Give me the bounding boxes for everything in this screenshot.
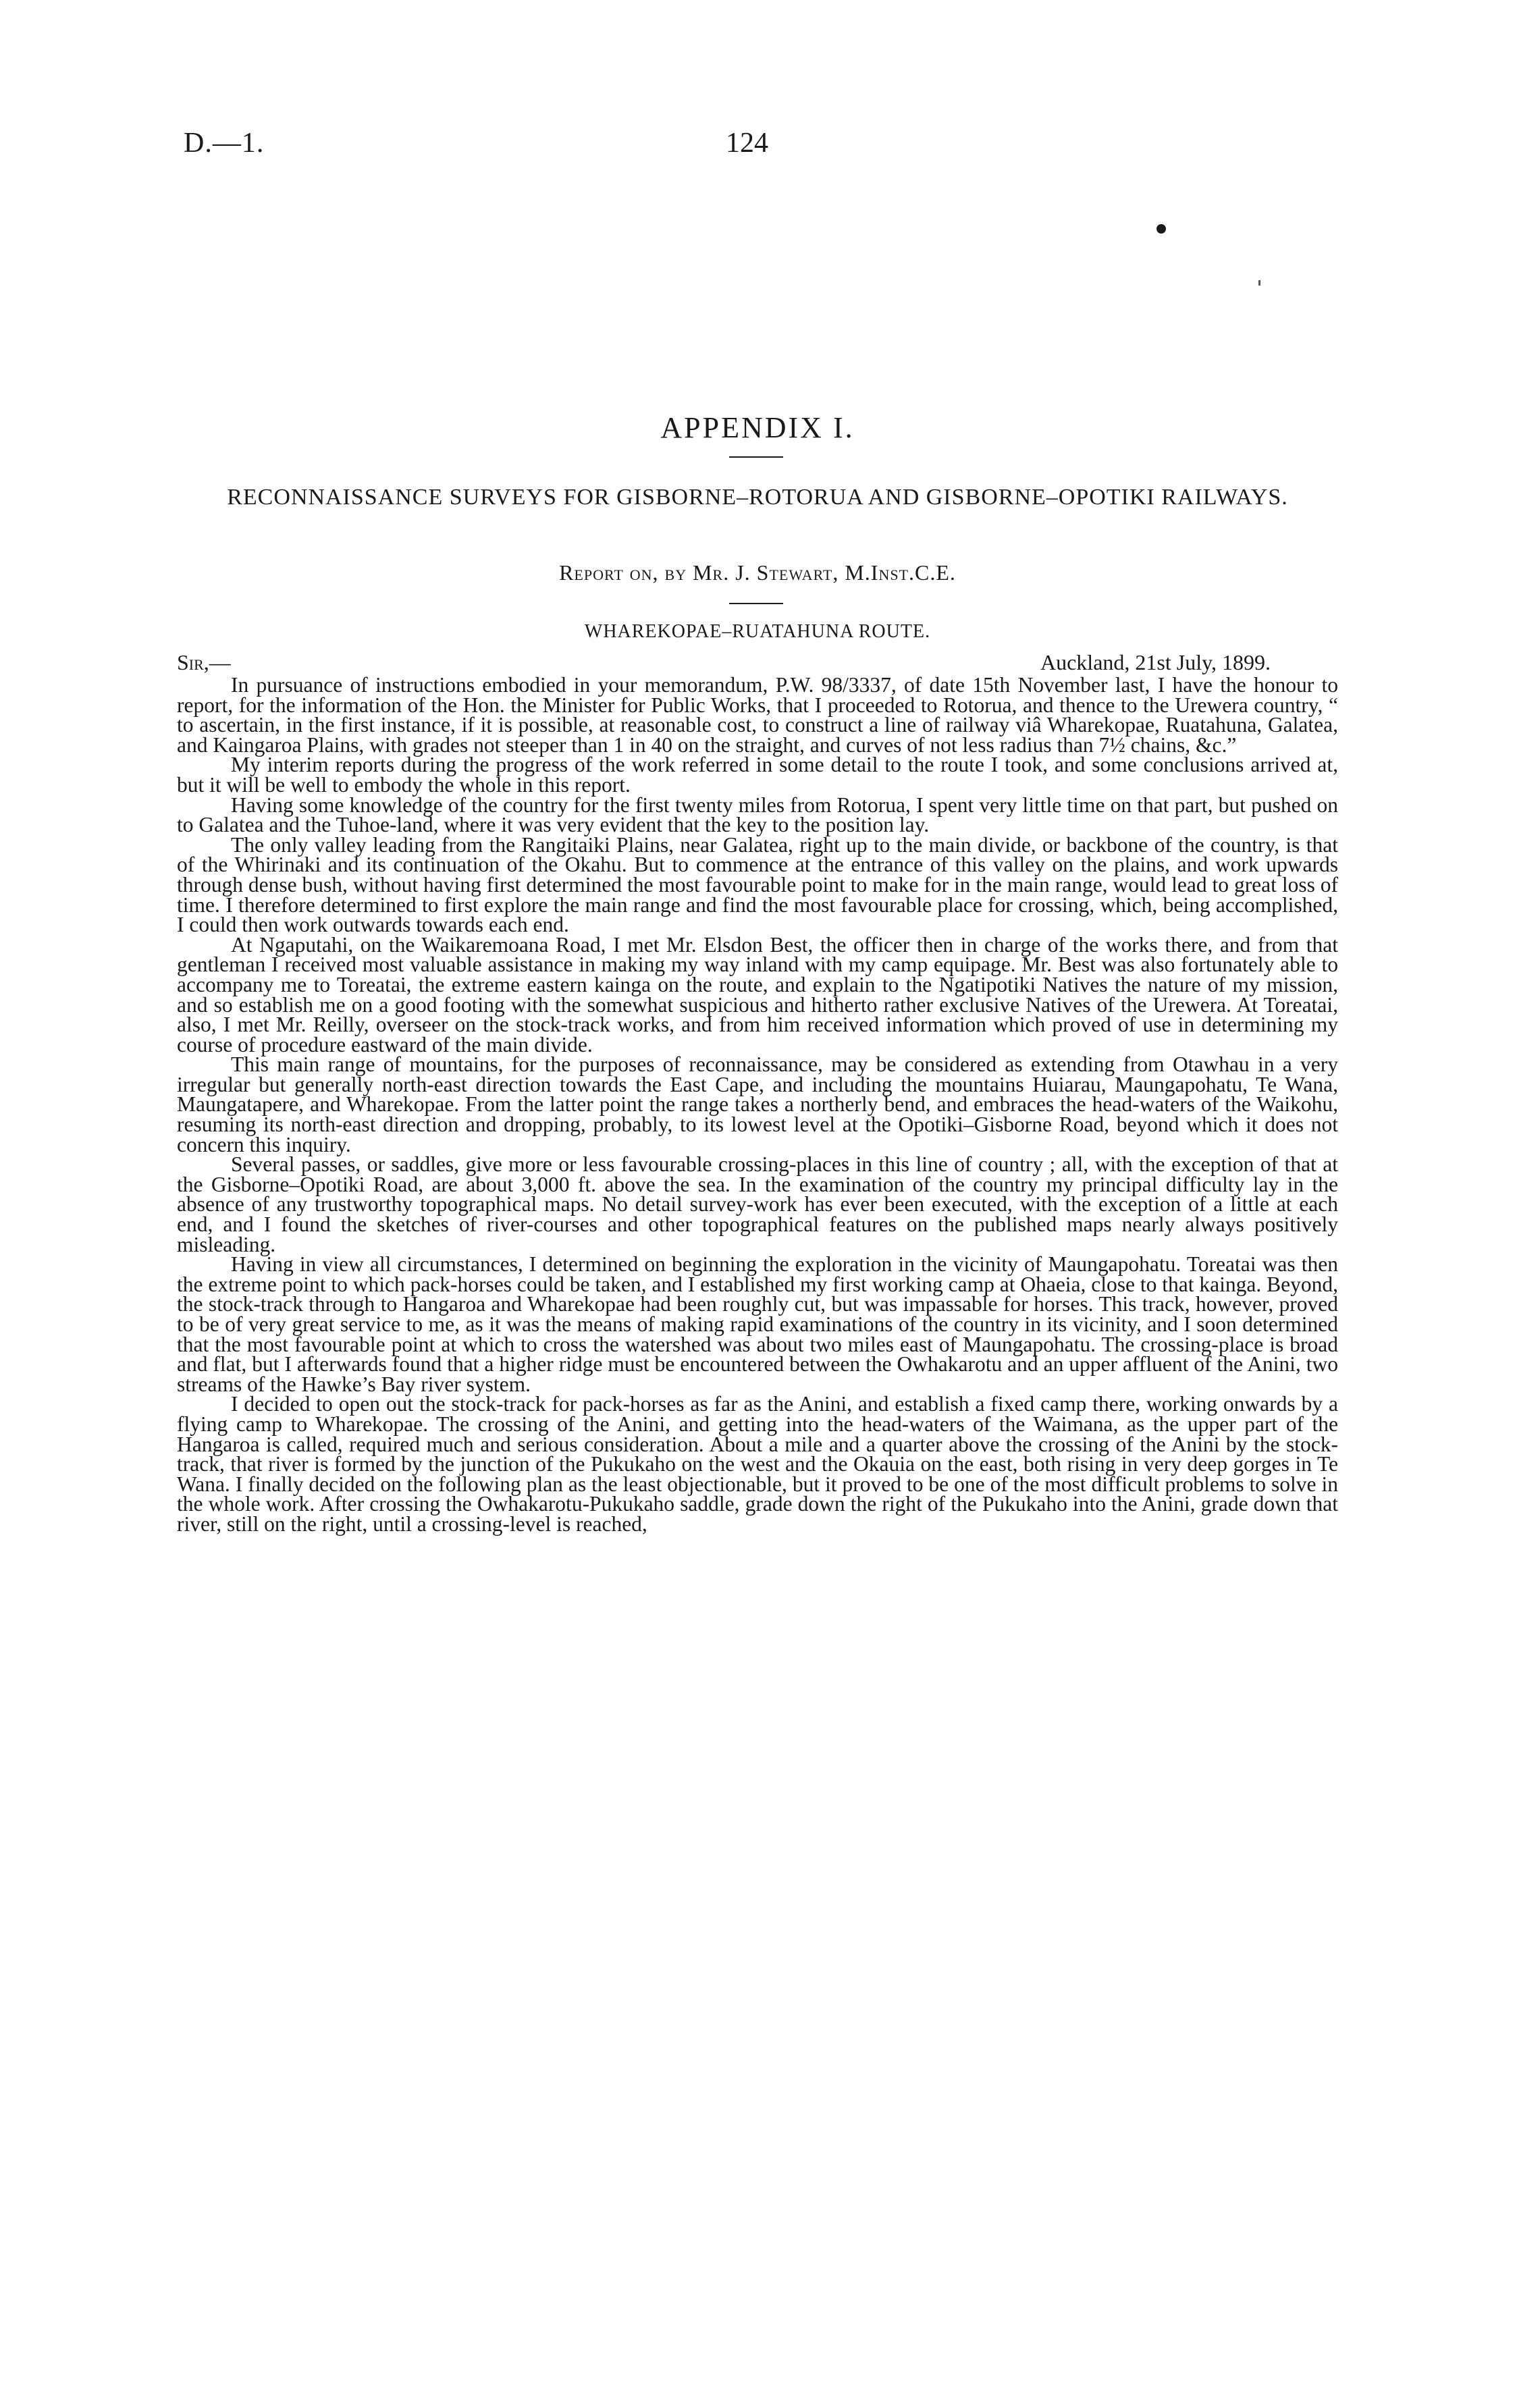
title-divider <box>729 456 783 458</box>
appendix-title: APPENDIX I. <box>660 411 855 444</box>
ink-mark <box>1258 280 1260 286</box>
report-title: RECONNAISSANCE SURVEYS FOR GISBORNE–ROTORUA AND GISBORNE–OPOTIKI RAILWAYS. <box>227 485 1288 510</box>
salutation: Sir,— <box>177 650 231 674</box>
letter-body <box>177 675 1338 1534</box>
document-reference: D.—1. <box>184 128 265 159</box>
paragraph: Having in view all circumstances, I determined on beginning the exploration in the vicinity of Maungapohatu. Toreatai was then the extreme point to which pack-horses could be taken, and I established my first working camp at Ohaeia, close to that kainga. Beyond, the stock-track through to Hangaroa and Wharekopae had been roughly cut, but was impassable for horses. This track, however, proved to be of very great service to me, as it was the means of making rapid examinations of the country in its vicinity, and I soon determined that the most favourable point at which to cross the watershed was about two miles east of Maungapohatu. The crossing-place is broad and flat, but I afterwards found that a higher ridge must be encountered between the Owhakarotu and an upper affluent of the Anini, two streams of the Hawke’s Bay river system. <box>177 1252 1338 1396</box>
paragraph: Having some knowledge of the country for the first twenty miles from Rotorua, I spent very little time on that part, but pushed on to Galatea and the Tuhoe-land, where it was very evident that the key to the position lay. <box>177 793 1338 837</box>
paragraph: Several passes, or saddles, give more or less favourable crossing-places in this line of country ; all, with the exception of that at the Gisborne–Opotiki Road, are about 3,000 ft. above the sea. In the examination of the country my principal difficulty lay in the absence of any trustworthy topographical maps. No detail survey-work has ever been executed, with the exception of a little at each end, and I found the sketches of river-courses and other topographical features on the published maps nearly always positively misleading. <box>177 1152 1338 1256</box>
paragraph: In pursuance of instructions embodied in your memorandum, P.W. 98/3337, of date 15th November last, I have the honour to report, for the information of the Hon. the Minister for Public Works, that I proceeded to Rotorua, and thence to the Urewera country, “ to ascertain, in the first instance, if it is possible, at reasonable cost, to construct a line of railway viâ Wharekopae, Ruatahuna, Galatea, and Kaingaroa Plains, with grades not steeper than 1 in 40 on the straight, and curves of not less radius than 7½ chains, &c.” <box>177 673 1338 757</box>
author-divider <box>729 603 783 604</box>
report-author-line: Report on, by Mr. J. Stewart, M.Inst.C.E. <box>559 560 956 585</box>
paragraph: This main range of mountains, for the purposes of reconnaissance, may be considered as extending from Otawhau in a very irregular but generally north-east direction towards the East Cape, and including the mountains Huiarau, Maungapohatu, Te Wana, Maungatapere, and Wharekopae. From the latter point the range takes a northerly bend, and embraces the head-waters of the Waikohu, resuming its north-east direction and dropping, probably, to its lowest level at the Opotiki–Gisborne Road, beyond which it does not concern this inquiry. <box>177 1052 1338 1156</box>
paragraph: I decided to open out the stock-track for pack-horses as far as the Anini, and establish a fixed camp there, working onwards by a flying camp to Wharekopae. The crossing of the Anini, and getting into the head-waters of the Waimana, as the upper part of the Hangaroa is called, required much and serious consideration. About a mile and a quarter above the crossing of the Anini by the stock-track, that river is formed by the junction of the Pukukaho on the west and the Okauia on the east, both rising in very deep gorges in Te Wana. I finally decided on the following plan as the least objectionable, but it proved to be one of the most difficult problems to solve in the whole work. After crossing the Owhakarotu-Pukukaho saddle, grade down the right of the Pukukaho into the Anini, grade down that river, still on the right, until a crossing-level is reached, <box>177 1392 1338 1536</box>
ink-spot <box>1157 224 1166 234</box>
paragraph: My interim reports during the progress of the work referred in some detail to the route I took, and some conclusions arrived at, but it will be well to embody the whole in this report. <box>177 753 1338 797</box>
paragraph: At Ngaputahi, on the Waikaremoana Road, I met Mr. Elsdon Best, the officer then in charge of the works there, and from that gentleman I received most valuable assistance in making my way inland with my camp equipage. Mr. Best was also fortunately able to accompany me to Toreatai, the extreme eastern kainga on the route, and explain to the Ngatipotiki Natives the nature of my mission, and so establish me on a good footing with the somewhat suspicious and hitherto rather exclusive Natives of the Urewera. At Toreatai, also, I met Mr. Reilly, overseer on the stock-track works, and from him received information which proved of use in determining my course of procedure eastward of the main divide. <box>177 932 1338 1056</box>
paragraph: The only valley leading from the Rangitaiki Plains, near Galatea, right up to the main divide, or backbone of the country, is that of the Whirinaki and its continuation of the Okahu. But to commence at the entrance of this valley on the plains, and work upwards through dense bush, without having first determined the most favourable point to make for in the main range, would lead to great loss of time. I therefore determined to first explore the main range and find the most favourable place for crossing, which, being accomplished, I could then work outwards towards each end. <box>177 832 1338 937</box>
page-number: 124 <box>726 128 768 159</box>
route-heading: WHAREKOPAE–RUATAHUNA ROUTE. <box>584 621 931 642</box>
dateline: Auckland, 21st July, 1899. <box>1040 650 1271 674</box>
